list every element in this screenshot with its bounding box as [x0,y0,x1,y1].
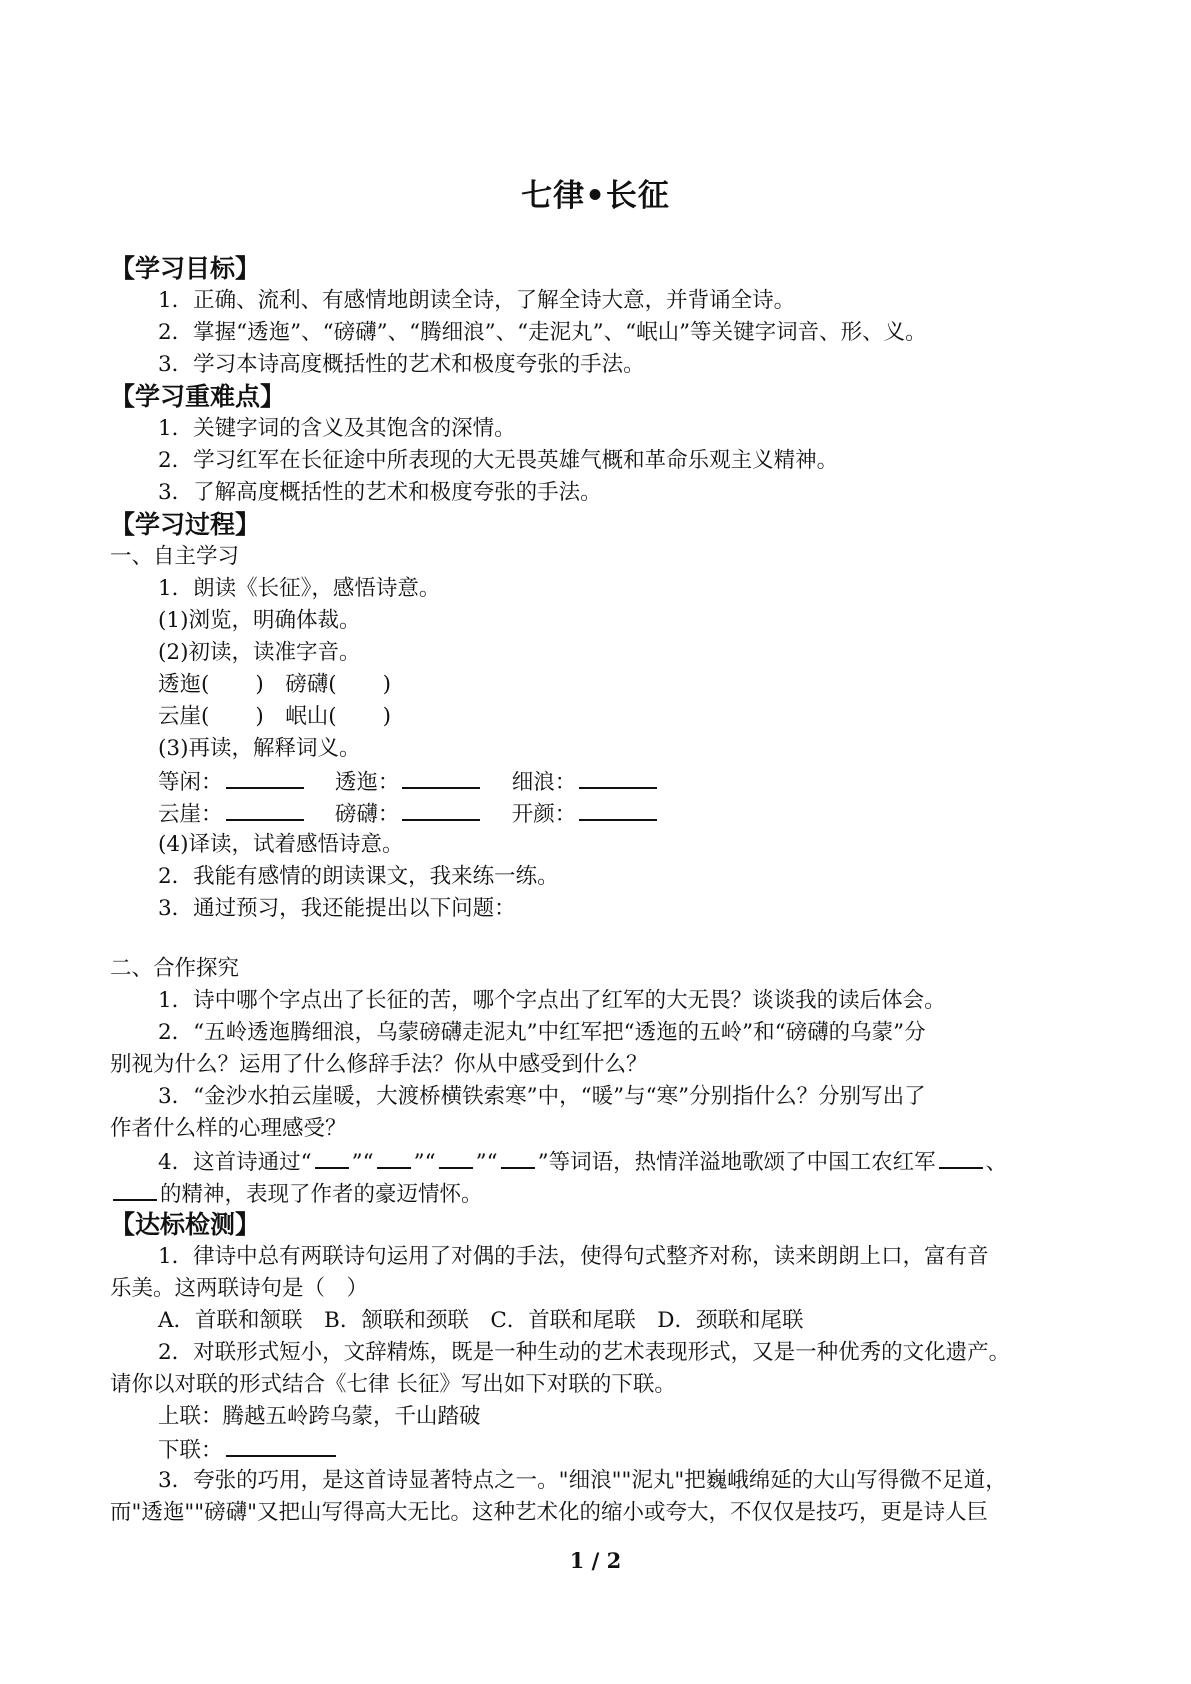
page-title: 七律•长征 [521,178,670,214]
question-fragment: 4．这首诗通过“ [158,1150,312,1175]
objective-item: 1．正确、流利、有感情地朗读全诗，了解全诗大意，并背诵全诗。 [158,288,796,313]
question-fragment: 、 [985,1150,1008,1175]
sub-step-text: (2)初读，读准字音。 [158,640,361,665]
answer-blank[interactable] [501,1145,535,1169]
couplet-upper: 上联：腾越五岭跨乌蒙，千山踏破 [158,1404,481,1429]
meaning-term: 透迤： [334,770,400,795]
meaning-row [110,765,1095,797]
answer-blank[interactable] [315,1145,349,1169]
question-text: 2．我能有感情的朗读课文，我来练一练。 [158,864,559,889]
meaning-term: 开颜： [511,802,577,827]
question-text: 3．夸张的巧用，是这首诗显著特点之一。"细浪""泥丸"把巍峨绵延的大山写得微不足道， [158,1468,1007,1493]
pronunciation-word: ) 磅礴( [255,672,337,697]
question-text: 2．“五岭透迤腾细浪，乌蒙磅礴走泥丸”中红军把“透迤的五岭”和“磅礴的乌蒙”分 [158,1020,926,1045]
meaning-term: 细浪： [511,770,577,795]
sub-step-text: (4)译读，试着感悟诗意。 [158,832,404,857]
question-fragment: 的精神，表现了作者的豪迈情怀。 [160,1182,483,1207]
document-body [110,253,1095,1529]
meaning-row [110,797,1095,829]
question-fragment: ”“ [475,1150,498,1175]
subsection-heading-self-study: 一、自主学习 [110,544,240,569]
question-fragment: ”“ [413,1150,436,1175]
answer-blank[interactable] [439,1145,473,1169]
answer-blank[interactable] [939,1145,983,1169]
pronunciation-close: ) [382,704,392,729]
answer-blank[interactable] [402,765,480,789]
pronunciation-row [110,701,1095,733]
section-heading-process: 【学习过程】 [110,510,261,539]
objective-item: 3．学习本诗高度概括性的艺术和极度夸张的手法。 [158,352,645,377]
question-text-continued: 而"透迤""磅礴"又把山写得高大无比。这种艺术化的缩小或夸大，不仅仅是技巧，更是诗人巨 [110,1500,989,1525]
question-text-continued: 作者什么样的心理感受？ [110,1116,347,1141]
meaning-term: 磅礴： [334,802,400,827]
question-text-continued: 乐美。这两联诗句是（ ） [110,1276,369,1301]
sub-step-text: (1)浏览，明确体裁。 [158,608,361,633]
pronunciation-word: 透迤( [158,672,210,697]
answer-blank[interactable] [402,797,480,821]
answer-blank[interactable] [226,797,304,821]
answer-blank[interactable] [226,765,304,789]
answer-blank[interactable] [226,1433,336,1457]
key-point-item: 2．学习红军在长征途中所表现的大无畏英雄气概和革命乐观主义精神。 [158,448,839,473]
question-text: 2．对联形式短小，文辞精炼，既是一种生动的艺术表现形式，又是一种优秀的文化遗产。 [158,1340,1011,1365]
pronunciation-close: ) [382,672,392,697]
question-text-continued: 别视为什么？运用了什么修辞手法？你从中感受到什么？ [110,1052,648,1077]
key-point-item: 1．关键字词的含义及其饱含的深情。 [158,416,516,441]
question-fragment: ”等词语，热情洋溢地歌颂了中国工农红军 [537,1150,936,1175]
pronunciation-word: 云崖( [158,704,210,729]
question-text: 3．“金沙水拍云崖暖，大渡桥横铁索寒”中，“暖”与“寒”分别指什么？分别写出了 [158,1084,926,1109]
meaning-term: 云崖： [158,802,223,827]
question-text: 3．通过预习，我还能提出以下问题： [158,896,516,921]
answer-blank[interactable] [579,797,657,821]
objective-item: 2．掌握“透迤”、“磅礴”、“腾细浪”、“走泥丸”、“岷山”等关键字词音、形、义。 [158,320,927,345]
page-number: 1 / 2 [569,1548,622,1573]
pronunciation-word: ) 岷山( [255,704,337,729]
couplet-lower-label: 下联： [158,1438,223,1463]
question-text: 1．诗中哪个字点出了长征的苦，哪个字点出了红军的大无畏？谈谈我的读后体会。 [158,988,946,1013]
question-text-continued: 请你以对联的形式结合《七律 长征》写出如下对联的下联。 [110,1372,676,1397]
question-text: 1．律诗中总有两联诗句运用了对偶的手法，使得句式整齐对称，读来朗朗上口，富有音 [158,1244,989,1269]
couplet-lower [110,1433,1095,1465]
answer-space [110,925,1095,953]
question-text: 1．朗读《长征》，感悟诗意。 [158,576,441,601]
meaning-term: 等闲： [158,770,223,795]
subsection-heading-cooperation: 二、合作探究 [110,956,240,981]
section-heading-objectives: 【学习目标】 [110,254,261,283]
key-point-item: 3．了解高度概括性的艺术和极度夸张的手法。 [158,480,602,505]
answer-blank[interactable] [377,1145,411,1169]
question-fragment: ”“ [351,1150,374,1175]
section-heading-assessment: 【达标检测】 [110,1210,261,1239]
multiple-choice-options: A．首联和颔联 B．颔联和颈联 C．首联和尾联 D．颈联和尾联 [158,1308,804,1333]
fill-in-question-continued [110,1177,1095,1209]
pronunciation-row [110,669,1095,701]
section-heading-key-points: 【学习重难点】 [110,382,286,411]
sub-step-text: (3)再读，解释词义。 [158,736,361,761]
answer-blank[interactable] [579,765,657,789]
answer-blank[interactable] [113,1177,157,1201]
fill-in-question [110,1145,1095,1177]
